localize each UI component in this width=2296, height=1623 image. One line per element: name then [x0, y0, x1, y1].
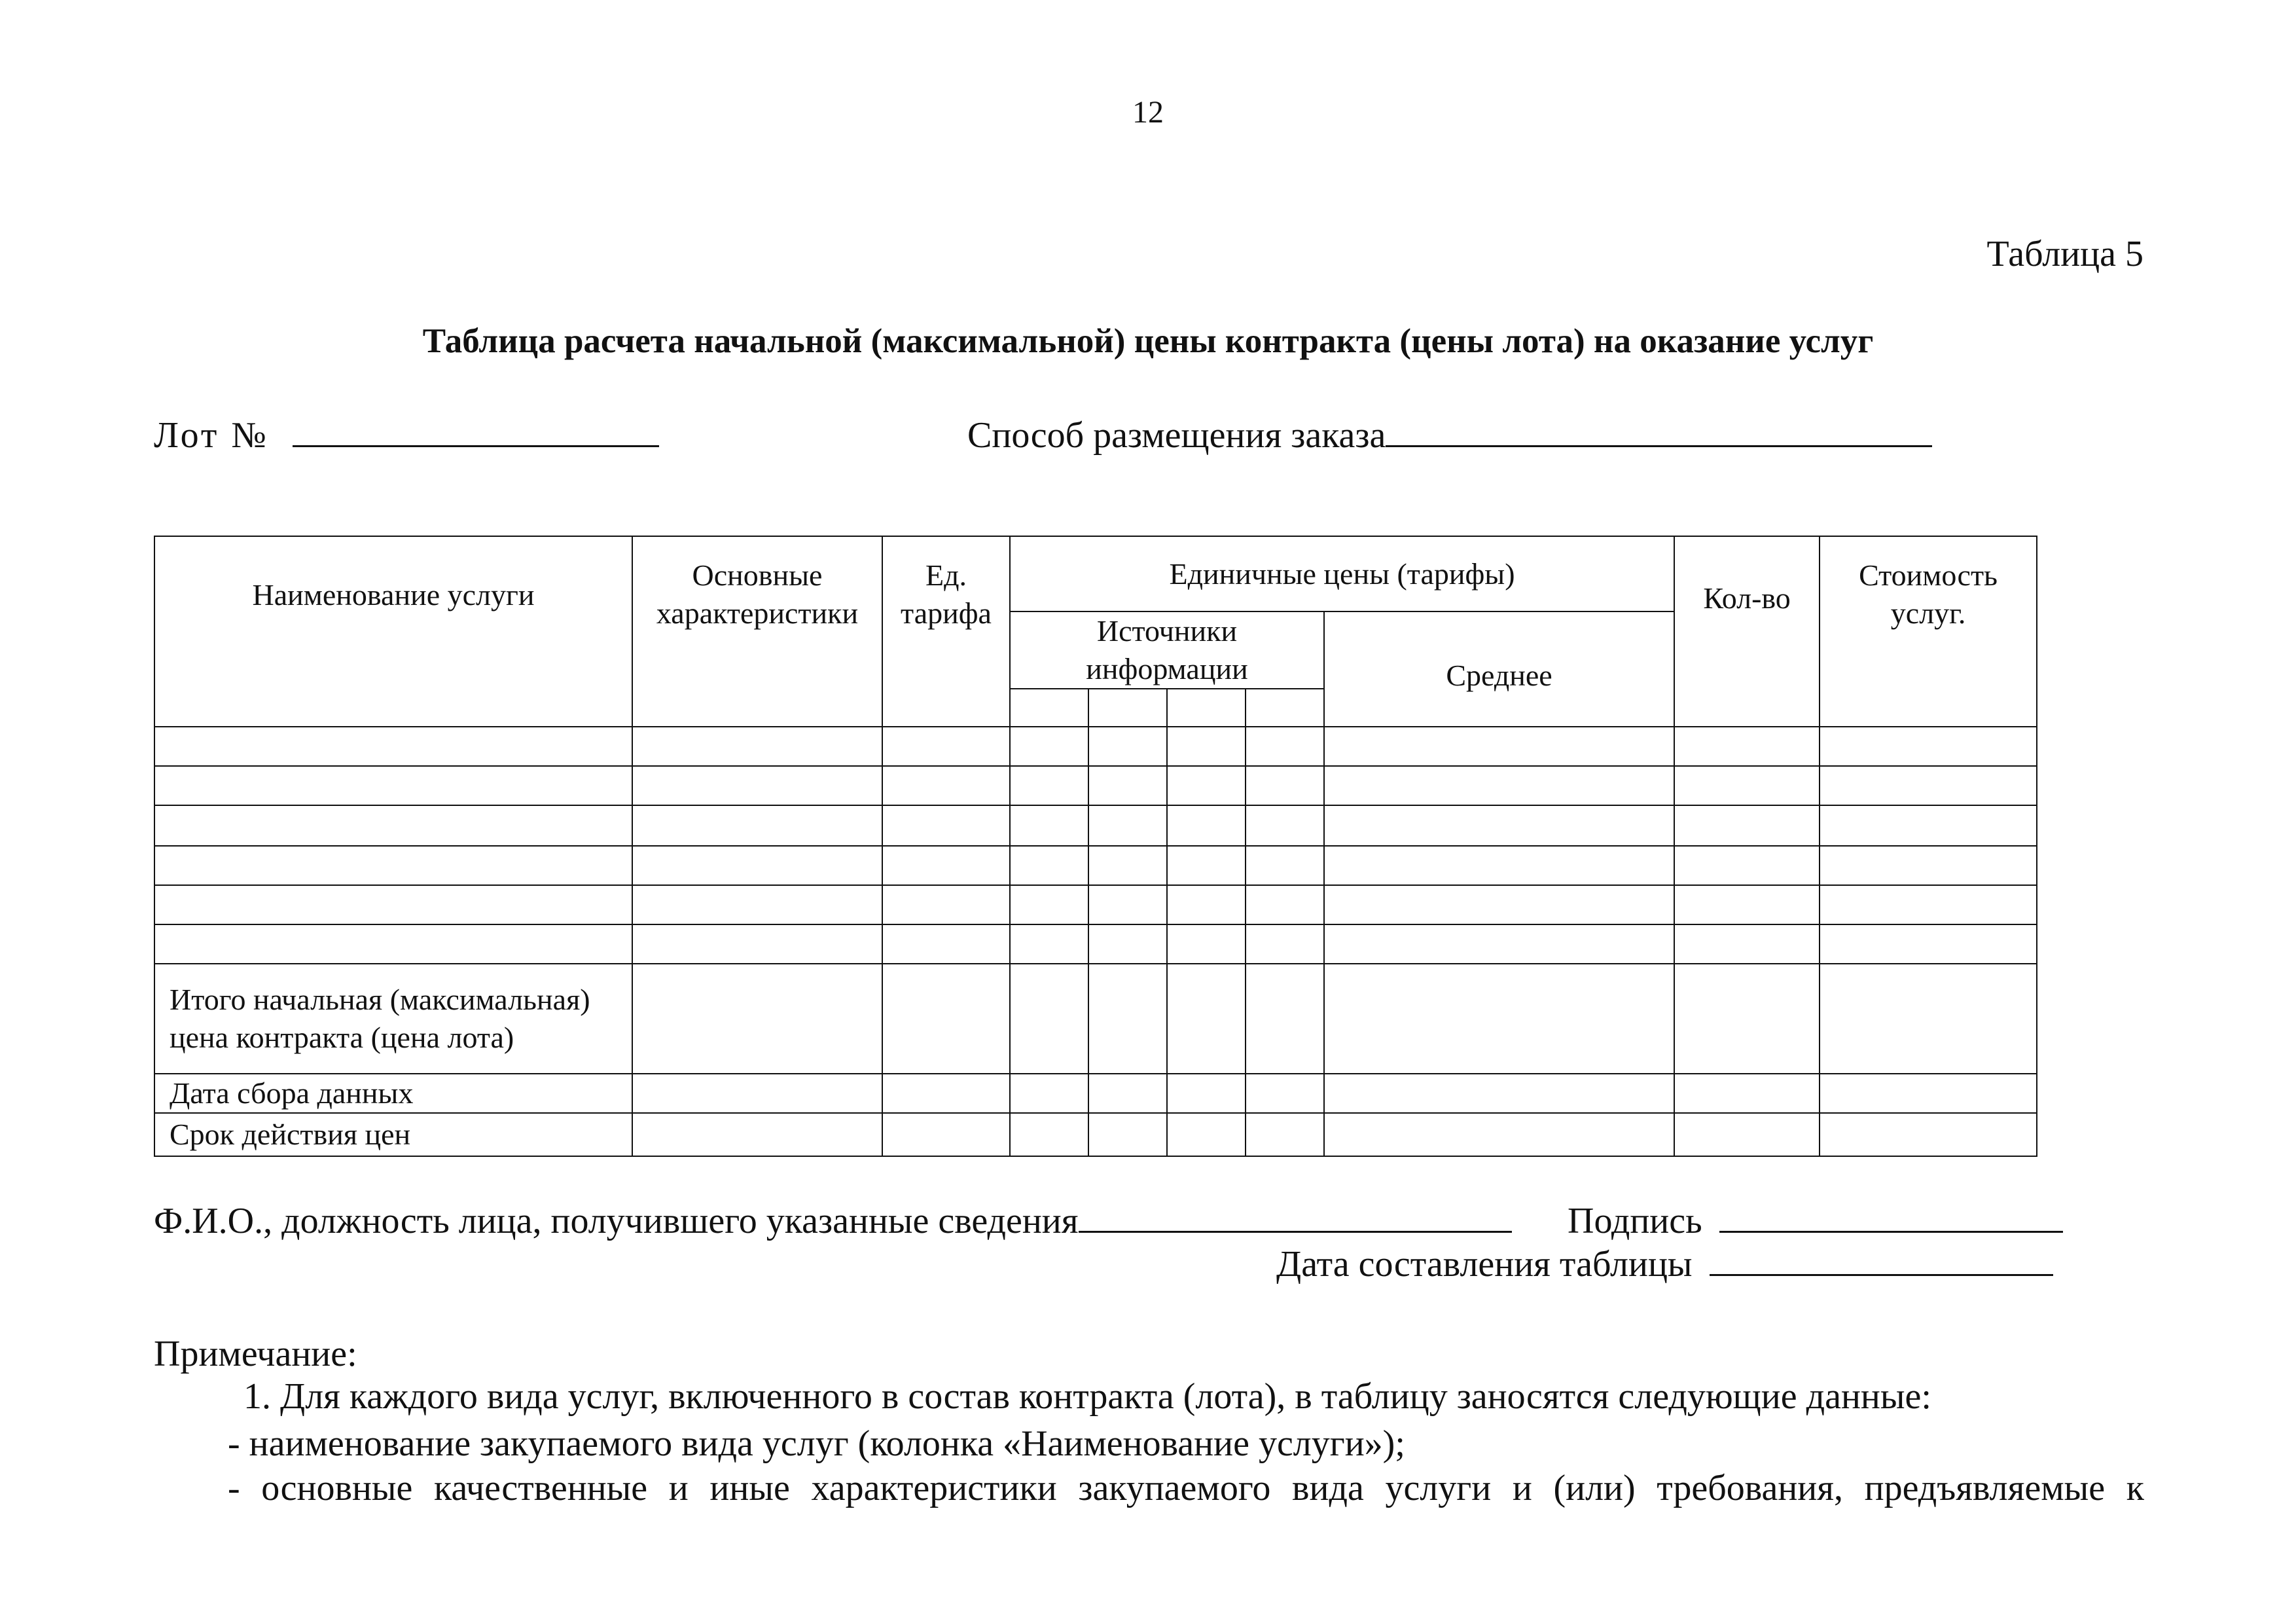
summary-row-label: Срок действия цен	[154, 1113, 632, 1156]
subheader-blank-cell	[632, 689, 882, 727]
header-unit-line2: тарифа	[901, 596, 992, 630]
table-cell[interactable]	[1324, 766, 1674, 805]
table-cell[interactable]	[1088, 924, 1167, 964]
table-cell[interactable]	[1167, 885, 1246, 924]
header-quantity	[1674, 536, 1820, 689]
signature-label: Подпись	[1568, 1201, 1702, 1241]
table-cell[interactable]	[882, 964, 1010, 1074]
header-unit-prices-text: Единичные цены (тарифы)	[1169, 556, 1515, 591]
table-cell[interactable]	[1088, 964, 1167, 1074]
table-cell[interactable]	[1088, 1113, 1167, 1156]
subheader-blank-cell	[1820, 689, 2037, 727]
table-cell[interactable]	[1820, 964, 2037, 1074]
table-cell[interactable]	[1820, 885, 2037, 924]
table-cell[interactable]	[1246, 727, 1324, 766]
signature-blank[interactable]	[1719, 1205, 2063, 1233]
subheader-blank-cell	[154, 689, 632, 727]
summary-row-price-validity	[154, 1113, 2037, 1156]
header-cost-line1: Стоимость	[1859, 558, 1998, 592]
table-cell[interactable]	[1167, 846, 1246, 885]
signature-field	[1568, 1199, 2063, 1243]
table-cell[interactable]	[1324, 805, 1674, 846]
document-title: Таблица расчета начальной (максимальной) цены контракта (цены лота) на оказание услуг	[422, 322, 1874, 360]
table-cell[interactable]	[1324, 727, 1674, 766]
table-cell[interactable]	[882, 1074, 1010, 1113]
table-cell[interactable]	[1820, 1113, 2037, 1156]
table-cell[interactable]	[882, 1113, 1010, 1156]
table-cell[interactable]	[1010, 727, 1088, 766]
table-cell[interactable]	[1324, 885, 1674, 924]
header-quantity-text: Кол-во	[1703, 581, 1791, 615]
table-cell[interactable]	[632, 885, 882, 924]
table-cell[interactable]	[154, 805, 632, 846]
table-cell[interactable]	[1088, 885, 1167, 924]
table-cell[interactable]	[632, 924, 882, 964]
table-cell[interactable]	[154, 766, 632, 805]
header-unit-line1: Ед.	[925, 558, 967, 592]
note-bullet-2: - основные качественные и иные характеристики закупаемого вида услуги и (или) требования, предъявляемые к	[228, 1468, 2144, 1508]
subheader-blank-cell	[1674, 689, 1820, 727]
date-field	[1276, 1243, 2053, 1286]
table-cell[interactable]	[632, 846, 882, 885]
table-cell[interactable]	[154, 846, 632, 885]
table-cell[interactable]	[1010, 885, 1088, 924]
header-sources	[1010, 611, 1324, 689]
placement-method-label: Способ размещения заказа	[967, 415, 1386, 456]
summary-row-total	[154, 964, 2037, 1074]
table-cell[interactable]	[1167, 766, 1246, 805]
table-cell[interactable]	[1820, 1074, 2037, 1113]
note-item-1: 1. Для каждого вида услуг, включенного в состав контракта (лота), в таблицу заносятся следующие данные:	[243, 1376, 1931, 1417]
table-cell[interactable]	[1674, 924, 1820, 964]
table-cell[interactable]	[1010, 766, 1088, 805]
header-cost-line2: услуг.	[1890, 596, 1966, 630]
table-cell[interactable]	[1088, 846, 1167, 885]
table-row	[154, 766, 2037, 805]
source-column-3	[1167, 689, 1246, 727]
header-unit	[882, 536, 1010, 689]
person-field	[154, 1199, 1512, 1243]
price-calculation-table	[154, 536, 2037, 1157]
table-cell[interactable]	[1324, 1113, 1674, 1156]
table-cell[interactable]	[1167, 805, 1246, 846]
table-cell[interactable]	[1010, 846, 1088, 885]
table-row	[154, 805, 2037, 846]
table-cell[interactable]	[1088, 1074, 1167, 1113]
source-column-4	[1246, 689, 1324, 727]
person-label: Ф.И.О., должность лица, получившего указанные сведения	[154, 1201, 1079, 1241]
table-cell[interactable]	[1674, 1113, 1820, 1156]
table-cell[interactable]	[882, 805, 1010, 846]
page-number: 12	[1132, 95, 1164, 130]
table-cell[interactable]	[882, 885, 1010, 924]
placement-method-blank[interactable]	[1386, 419, 1932, 447]
table-cell[interactable]	[1167, 964, 1246, 1074]
table-row	[154, 885, 2037, 924]
table-cell[interactable]	[1246, 1113, 1324, 1156]
table-cell[interactable]	[1674, 805, 1820, 846]
table-cell[interactable]	[1167, 924, 1246, 964]
table-cell[interactable]	[154, 924, 632, 964]
header-sources-text: Источники информации	[1086, 614, 1248, 685]
header-main-characteristics	[632, 536, 882, 689]
table-cell[interactable]	[632, 766, 882, 805]
header-average	[1324, 611, 1674, 727]
table-cell[interactable]	[154, 727, 632, 766]
table-cell[interactable]	[1167, 727, 1246, 766]
table-cell[interactable]	[1246, 766, 1324, 805]
table-cell[interactable]	[1167, 1113, 1246, 1156]
table-cell[interactable]	[1088, 766, 1167, 805]
table-cell[interactable]	[1246, 964, 1324, 1074]
table-cell[interactable]	[1324, 1074, 1674, 1113]
table-cell[interactable]	[1010, 805, 1088, 846]
placement-method-field	[967, 414, 1932, 458]
table-cell[interactable]	[1324, 846, 1674, 885]
date-blank[interactable]	[1710, 1248, 2053, 1276]
table-cell[interactable]	[1010, 1074, 1088, 1113]
header-service-name-text: Наименование услуги	[252, 578, 535, 611]
table-cell[interactable]	[632, 805, 882, 846]
table-label: Таблица 5	[1986, 234, 2144, 274]
table-row	[154, 846, 2037, 885]
table-cell[interactable]	[154, 885, 632, 924]
table-cell[interactable]	[882, 766, 1010, 805]
table-cell[interactable]	[1820, 924, 2037, 964]
table-cell[interactable]	[1246, 1074, 1324, 1113]
header-average-text: Среднее	[1446, 659, 1552, 693]
table-cell[interactable]	[1010, 1113, 1088, 1156]
header-unit-prices	[1010, 536, 1674, 611]
source-column-2	[1088, 689, 1167, 727]
table-cell[interactable]	[1324, 924, 1674, 964]
table-cell[interactable]	[882, 924, 1010, 964]
lot-field	[154, 414, 659, 458]
table-cell[interactable]	[1674, 766, 1820, 805]
lot-number-blank[interactable]	[293, 419, 659, 447]
table-cell[interactable]	[882, 727, 1010, 766]
table-cell[interactable]	[1674, 964, 1820, 1074]
date-label: Дата составления таблицы	[1276, 1244, 1693, 1285]
table-cell[interactable]	[1167, 1074, 1246, 1113]
summary-row-data-date	[154, 1074, 2037, 1113]
table-cell[interactable]	[1820, 805, 2037, 846]
table-cell[interactable]	[1088, 727, 1167, 766]
table-cell[interactable]	[632, 1113, 882, 1156]
summary-row-label: Дата сбора данных	[154, 1074, 632, 1113]
lot-label: Лот №	[154, 415, 269, 456]
note-heading: Примечание:	[154, 1334, 357, 1374]
table-cell[interactable]	[1674, 885, 1820, 924]
table-cell[interactable]	[1674, 727, 1820, 766]
table-cell[interactable]	[1088, 805, 1167, 846]
table-cell[interactable]	[632, 727, 882, 766]
table-row	[154, 924, 2037, 964]
table-cell[interactable]	[1010, 964, 1088, 1074]
header-cost	[1820, 536, 2037, 689]
table-cell[interactable]	[1324, 964, 1674, 1074]
table-cell[interactable]	[1246, 885, 1324, 924]
table-cell[interactable]	[882, 846, 1010, 885]
table-cell[interactable]	[1674, 1074, 1820, 1113]
table-cell[interactable]	[632, 964, 882, 1074]
table-cell[interactable]	[1820, 846, 2037, 885]
table-cell[interactable]	[1820, 727, 2037, 766]
summary-row-label: Итого начальная (максимальная) цена контракта (цена лота)	[154, 964, 632, 1074]
table-cell[interactable]	[1674, 846, 1820, 885]
table-cell[interactable]	[1246, 805, 1324, 846]
header-service-name	[154, 536, 632, 689]
table-row	[154, 727, 2037, 766]
table-cell[interactable]	[1246, 924, 1324, 964]
header-main-characteristics-text: Основные характеристики	[656, 558, 859, 630]
note-bullet-1: - наименование закупаемого вида услуг (колонка «Наименование услуги»);	[228, 1423, 1405, 1464]
source-column-1	[1010, 689, 1088, 727]
table-cell[interactable]	[632, 1074, 882, 1113]
table-cell[interactable]	[1820, 766, 2037, 805]
table-cell[interactable]	[1246, 846, 1324, 885]
person-blank[interactable]	[1079, 1205, 1512, 1233]
table-cell[interactable]	[1010, 924, 1088, 964]
subheader-blank-cell	[882, 689, 1010, 727]
